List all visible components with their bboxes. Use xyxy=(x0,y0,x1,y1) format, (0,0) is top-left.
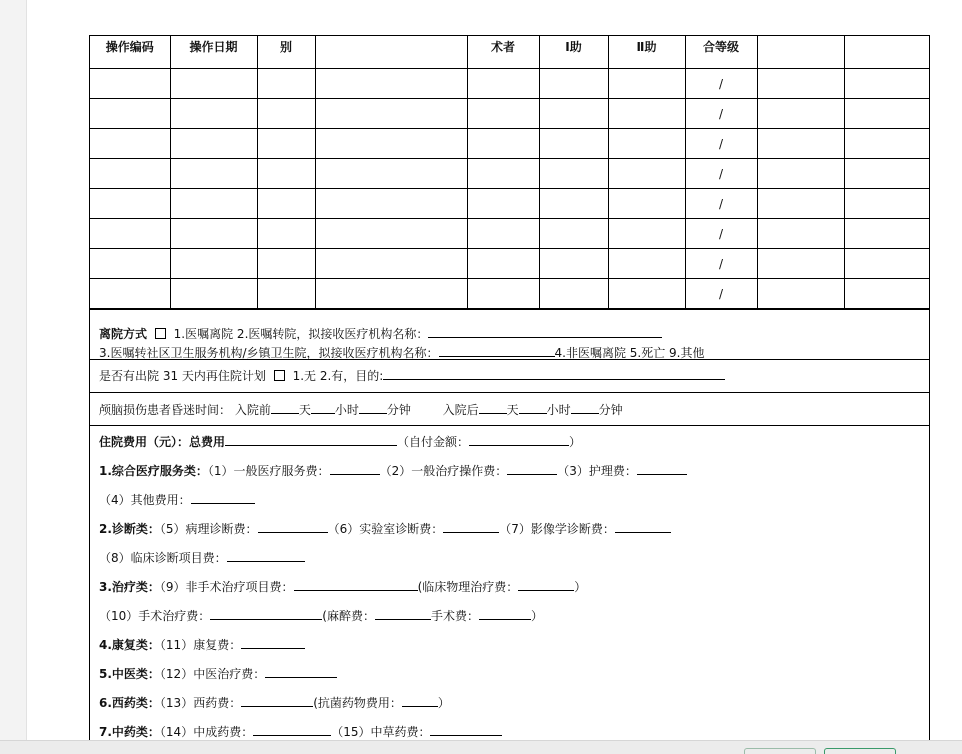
operation-cell[interactable] xyxy=(844,249,930,279)
operation-cell[interactable]: / xyxy=(685,219,757,249)
fee-item-7-field[interactable] xyxy=(615,519,671,533)
table-row xyxy=(90,129,930,159)
operation-cell[interactable] xyxy=(608,219,685,249)
fee-item-14-field[interactable] xyxy=(253,722,331,736)
fee-item-3-field[interactable] xyxy=(637,461,687,475)
operation-cell[interactable] xyxy=(257,249,315,279)
physical-therapy-field[interactable] xyxy=(518,577,574,591)
fee-item-1-label: （1）一般医疗服务费： xyxy=(207,464,330,478)
fees-title: 住院费用（元）：总费用 xyxy=(99,435,226,449)
operation-cell[interactable] xyxy=(467,129,539,159)
operation-header-cell: 操作编码 xyxy=(90,36,170,69)
paren-close: ） xyxy=(569,435,582,449)
unit-hour: 小时 xyxy=(334,403,359,417)
antibiotics-field[interactable] xyxy=(402,693,438,707)
operation-cell[interactable]: / xyxy=(685,159,757,189)
fee-item-10-field[interactable] xyxy=(210,606,322,620)
category-2-label: 2.诊断类： xyxy=(99,522,160,536)
operation-cell[interactable] xyxy=(170,129,257,159)
fee-item-8-field[interactable] xyxy=(227,548,305,562)
operation-cell[interactable]: / xyxy=(685,189,757,219)
coma-before-minutes[interactable] xyxy=(359,400,387,414)
operation-cell[interactable] xyxy=(315,99,467,129)
operation-cell[interactable] xyxy=(757,69,844,99)
discharge-option-3: 3.医嘱转社区卫生服务机构/乡镇卫生院，拟接收医疗机构名称： xyxy=(99,346,439,360)
coma-before-hours[interactable] xyxy=(311,400,335,414)
operation-cell[interactable]: / xyxy=(685,129,757,159)
operation-cell[interactable] xyxy=(757,129,844,159)
operation-cell[interactable] xyxy=(757,189,844,219)
readmission-checkbox[interactable] xyxy=(274,370,285,381)
fee-item-6-field[interactable] xyxy=(443,519,499,533)
operation-cell[interactable] xyxy=(315,159,467,189)
operation-cell[interactable] xyxy=(315,249,467,279)
fee-item-2-label: （2）一般治疗操作费： xyxy=(379,464,508,478)
operation-header-cell: 别 xyxy=(257,36,315,69)
operation-cell[interactable] xyxy=(90,69,170,99)
operation-header-cell: Ⅱ助 xyxy=(608,36,685,69)
coma-before-label: 入院前 xyxy=(234,403,271,417)
fee-item-3-label: （3）护理费： xyxy=(557,464,637,478)
coma-after-hours[interactable] xyxy=(519,400,547,414)
total-fee-field[interactable] xyxy=(225,432,397,446)
operation-header-cell: 操作日期 xyxy=(170,36,257,69)
operation-cell[interactable] xyxy=(315,69,467,99)
fee-item-7-label: （7）影像学诊断费： xyxy=(499,522,615,536)
coma-after-label: 入院后 xyxy=(442,403,479,417)
unit-day: 天 xyxy=(298,403,311,417)
readmission-label: 是否有出院 31 天内再住院计划 xyxy=(99,369,266,383)
operation-cell[interactable] xyxy=(257,279,315,309)
operation-cell[interactable] xyxy=(170,99,257,129)
operation-cell[interactable] xyxy=(608,69,685,99)
operation-cell[interactable] xyxy=(315,189,467,219)
operation-cell[interactable] xyxy=(90,99,170,129)
fee-item-15-label: （15）中草药费： xyxy=(331,725,431,739)
fee-item-12-field[interactable] xyxy=(265,664,337,678)
operation-cell[interactable] xyxy=(844,69,930,99)
bottom-toolbar xyxy=(0,740,962,754)
category-5-label: 5.中医类： xyxy=(99,667,160,681)
operation-cell[interactable] xyxy=(539,99,608,129)
coma-before-days[interactable] xyxy=(271,400,299,414)
operation-cell[interactable] xyxy=(757,279,844,309)
fee-item-9-field[interactable] xyxy=(294,577,418,591)
operation-header-cell xyxy=(757,36,844,69)
operation-table xyxy=(90,36,930,309)
fee-item-6-label: （6）实验室诊断费： xyxy=(327,522,444,536)
fee-item-5-field[interactable] xyxy=(258,519,328,533)
operation-cell[interactable] xyxy=(257,219,315,249)
operation-cell[interactable] xyxy=(467,69,539,99)
operation-table-header xyxy=(90,36,930,69)
operation-header-cell: Ⅰ助 xyxy=(539,36,608,69)
operation-cell[interactable] xyxy=(90,219,170,249)
operation-cell[interactable] xyxy=(467,99,539,129)
operation-cell[interactable] xyxy=(539,159,608,189)
coma-after-minutes[interactable] xyxy=(571,400,599,414)
self-pay-field[interactable] xyxy=(469,432,569,446)
fee-item-8-label: （8）临床诊断项目费： xyxy=(99,551,227,565)
operation-cell[interactable] xyxy=(467,189,539,219)
surgery-fee-field[interactable] xyxy=(479,606,531,620)
paren-close: ） xyxy=(530,609,543,623)
table-row xyxy=(90,69,930,99)
operation-cell[interactable] xyxy=(170,279,257,309)
operation-cell[interactable] xyxy=(757,249,844,279)
fee-item-1-field[interactable] xyxy=(330,461,380,475)
fee-item-13-label: （13）西药费： xyxy=(159,696,242,710)
coma-after-days[interactable] xyxy=(479,400,507,414)
operation-cell[interactable] xyxy=(539,189,608,219)
operation-cell[interactable] xyxy=(539,129,608,159)
toolbar-button-secondary[interactable] xyxy=(744,748,816,754)
category-7-label: 7.中药类： xyxy=(99,725,160,739)
fee-item-13-field[interactable] xyxy=(241,693,313,707)
operation-cell[interactable] xyxy=(757,219,844,249)
anesthesia-label: (麻醉费： xyxy=(322,609,375,623)
unit-day: 天 xyxy=(506,403,519,417)
operation-cell[interactable] xyxy=(170,249,257,279)
operation-cell[interactable]: / xyxy=(685,99,757,129)
operation-cell[interactable] xyxy=(844,219,930,249)
operation-cell[interactable] xyxy=(90,129,170,159)
operation-cell[interactable] xyxy=(844,279,930,309)
anesthesia-field[interactable] xyxy=(375,606,431,620)
operation-cell[interactable] xyxy=(608,249,685,279)
fee-item-9-label: （9）非手术治疗项目费： xyxy=(159,580,294,594)
table-row xyxy=(90,159,930,189)
antibiotics-label: (抗菌药物费用： xyxy=(313,696,402,710)
operation-cell[interactable] xyxy=(844,129,930,159)
operation-cell[interactable] xyxy=(315,219,467,249)
operation-cell[interactable] xyxy=(170,159,257,189)
operation-cell[interactable] xyxy=(539,69,608,99)
operation-cell[interactable] xyxy=(257,189,315,219)
operation-cell[interactable] xyxy=(467,279,539,309)
operation-cell[interactable] xyxy=(90,189,170,219)
community-institution-field[interactable] xyxy=(439,343,555,357)
operation-cell[interactable] xyxy=(315,279,467,309)
operation-cell[interactable] xyxy=(844,99,930,129)
operation-cell[interactable] xyxy=(170,219,257,249)
operation-cell[interactable] xyxy=(539,249,608,279)
paren-close: ） xyxy=(574,580,587,594)
discharge-method-section xyxy=(90,309,929,359)
operation-header-cell xyxy=(315,36,467,69)
operation-cell[interactable] xyxy=(90,249,170,279)
operation-cell[interactable] xyxy=(539,219,608,249)
fee-item-4-field[interactable] xyxy=(191,490,255,504)
unit-minute: 分钟 xyxy=(598,403,623,417)
self-pay-label: （自付金额： xyxy=(397,435,470,449)
operation-cell[interactable] xyxy=(90,279,170,309)
table-row xyxy=(90,219,930,249)
readmission-purpose-field[interactable] xyxy=(383,366,725,380)
operation-cell[interactable] xyxy=(608,99,685,129)
paren-close: ） xyxy=(437,696,450,710)
operation-cell[interactable] xyxy=(539,279,608,309)
operation-cell[interactable] xyxy=(844,159,930,189)
operation-cell[interactable] xyxy=(608,129,685,159)
surgery-fee-label: 手术费： xyxy=(430,609,479,623)
fee-item-5-label: （5）病理诊断费： xyxy=(159,522,258,536)
operation-cell[interactable] xyxy=(467,249,539,279)
discharge-checkbox[interactable] xyxy=(155,328,166,339)
left-gutter xyxy=(0,0,27,753)
operation-cell[interactable]: / xyxy=(685,249,757,279)
operation-cell[interactable] xyxy=(257,129,315,159)
operation-cell[interactable]: / xyxy=(685,279,757,309)
receiving-institution-field[interactable] xyxy=(428,324,662,338)
readmission-plan-section xyxy=(90,359,929,392)
fee-item-4-label: （4）其他费用： xyxy=(99,493,191,507)
fee-item-10-label: （10）手术治疗费： xyxy=(99,609,211,623)
readmission-options: 1.无 2.有，目的: xyxy=(292,369,384,383)
discharge-option-1-2: 1.医嘱离院 2.医嘱转院，拟接收医疗机构名称： xyxy=(173,327,429,341)
category-4-label: 4.康复类： xyxy=(99,638,160,652)
discharge-label: 离院方式 xyxy=(99,327,148,341)
table-row xyxy=(90,99,930,129)
fee-item-2-field[interactable] xyxy=(507,461,557,475)
operation-cell[interactable] xyxy=(467,159,539,189)
operation-cell[interactable] xyxy=(257,99,315,129)
table-row xyxy=(90,249,930,279)
fee-item-11-label: （11）康复费： xyxy=(159,638,242,652)
operation-cell[interactable] xyxy=(608,159,685,189)
discharge-option-4-5-9: 4.非医嘱离院 5.死亡 9.其他 xyxy=(554,346,705,360)
operation-header-cell: 术者 xyxy=(467,36,539,69)
hospitalization-fees-section xyxy=(90,425,929,747)
coma-time-section xyxy=(90,392,929,425)
operation-cell[interactable] xyxy=(315,129,467,159)
operation-cell[interactable] xyxy=(608,189,685,219)
operation-cell[interactable] xyxy=(467,219,539,249)
fee-item-12-label: （12）中医治疗费： xyxy=(159,667,266,681)
operation-cell[interactable] xyxy=(757,99,844,129)
coma-label: 颅脑损伤患者昏迷时间： xyxy=(99,403,232,417)
toolbar-button-primary[interactable] xyxy=(824,748,896,754)
category-1-label: 1.综合医疗服务类： xyxy=(99,464,208,478)
fee-item-11-field[interactable] xyxy=(241,635,305,649)
medical-record-page xyxy=(89,35,930,753)
operation-cell[interactable] xyxy=(90,159,170,189)
fee-item-14-label: （14）中成药费： xyxy=(159,725,254,739)
unit-minute: 分钟 xyxy=(386,403,411,417)
operation-cell[interactable]: / xyxy=(685,69,757,99)
category-3-label: 3.治疗类： xyxy=(99,580,160,594)
category-6-label: 6.西药类： xyxy=(99,696,160,710)
operation-cell[interactable] xyxy=(170,69,257,99)
operation-header-cell: 合等级 xyxy=(685,36,757,69)
fee-item-15-field[interactable] xyxy=(430,722,502,736)
operation-cell[interactable] xyxy=(257,69,315,99)
operation-cell[interactable] xyxy=(844,189,930,219)
physical-therapy-label: (临床物理治疗费： xyxy=(417,580,519,594)
operation-header-cell xyxy=(844,36,930,69)
operation-cell[interactable] xyxy=(757,159,844,189)
table-row xyxy=(90,279,930,309)
operation-cell[interactable] xyxy=(170,189,257,219)
unit-hour: 小时 xyxy=(546,403,571,417)
operation-cell[interactable] xyxy=(608,279,685,309)
table-row xyxy=(90,189,930,219)
operation-cell[interactable] xyxy=(257,159,315,189)
